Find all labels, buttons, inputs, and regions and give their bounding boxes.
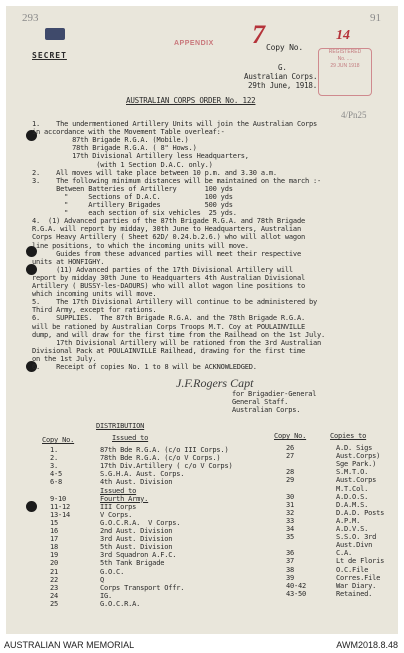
order-body-line: in accordance with the Movement Table overleaf:- bbox=[32, 128, 225, 137]
dist-left-copy-no: 6-8 bbox=[50, 478, 63, 487]
order-body-line: units at HONFIGHY. bbox=[32, 257, 105, 266]
dist-left-recipient: 5th Tank Brigade bbox=[100, 559, 165, 568]
dist-left-recipient: 17th Div.Artillery ( c/o V Corps) bbox=[100, 462, 233, 471]
order-body-line: Divisional Pack at POULAINVILLE Railhead, drawing for the first time bbox=[32, 346, 305, 355]
received-stamp: REGISTERED No. .... 29 JUN 1918 bbox=[318, 48, 372, 96]
dist-left-recipient: 3rd Aust. Division bbox=[100, 535, 173, 544]
document-page bbox=[6, 6, 398, 634]
dist-right-copy-no: 36 bbox=[286, 549, 295, 558]
dist-left-recipient: 2nd Aust. Division bbox=[100, 527, 173, 535]
dist-right-copy-no: 26 bbox=[286, 444, 295, 452]
order-date: 29th June, 1918. bbox=[248, 81, 318, 90]
signature-handwritten: J.F.Rogers Capt bbox=[176, 376, 254, 390]
dist-right-recipient: Retained. bbox=[336, 589, 373, 598]
margin-note: 4/Pn25 bbox=[341, 110, 367, 120]
dist-right-copy-no: 29 bbox=[286, 476, 295, 485]
dist-right-recipient: Sge Park.) bbox=[336, 460, 377, 469]
order-body-line: Corps Heavy Artillery ( Sheet 62D/ 0.24.b.2.6.) who will allot wagon bbox=[32, 233, 305, 242]
order-body-line: R.G.A. will report by midday, 30th June to Headquarters, Australian bbox=[32, 225, 301, 234]
dist-left-copy-no: 11-12 bbox=[50, 502, 71, 511]
dist-left-copy-no: 4-5 bbox=[50, 470, 63, 479]
dist-left-copy-no: 21 bbox=[50, 567, 59, 576]
order-body-line: 3. The following minimum distances will be maintained on the march :- bbox=[32, 176, 322, 185]
dist-right-copy-no: 38 bbox=[286, 565, 295, 574]
dist-right-recipient: Lt de Floris bbox=[336, 557, 385, 566]
order-body-line: report by midday 30th June to Headquarters 4th Australian Divisional bbox=[32, 273, 305, 282]
dist-right-recipient: A.D.O.S. bbox=[336, 492, 369, 501]
dist-left-recipient: G.O.C.R.A. V Corps. bbox=[100, 518, 181, 527]
dist-right-copy-no: 37 bbox=[286, 557, 295, 566]
dist-right-recipient: O.C.File bbox=[336, 565, 369, 574]
dist-right-copy-no: 34 bbox=[286, 525, 295, 533]
dist-right-recipient: War Diary. bbox=[336, 581, 377, 590]
dist-right-recipient: S.M.T.O. bbox=[336, 468, 369, 477]
dist-right-copy-no: 40-42 bbox=[286, 581, 307, 590]
order-body-line: " Artillery Brigades 500 yds bbox=[32, 201, 233, 209]
dist-left-recipient: 78th Bde R.G.A. (c/o V Corps.) bbox=[100, 454, 221, 463]
order-body-line: which incoming units will move. bbox=[32, 290, 157, 299]
order-body-line: Artillery ( BUSSY-les-DAOURS) who will allot wagon line positions to bbox=[32, 282, 305, 290]
dist-right-recipient: Aust.Corps bbox=[336, 476, 377, 485]
dist-left-recipient: V Corps. bbox=[100, 510, 133, 519]
dist-right-copy-no: 30 bbox=[286, 492, 295, 501]
redaction-mark bbox=[45, 28, 65, 40]
dist-left-recipient: Issued to bbox=[100, 486, 137, 495]
order-title: AUSTRALIAN CORPS ORDER No. 122 bbox=[126, 96, 256, 105]
dist-left-copy-no: 20 bbox=[50, 559, 59, 568]
signature-line-3: Australian Corps. bbox=[232, 406, 301, 414]
order-body-line: Between Batteries of Artillery 100 yds bbox=[32, 184, 233, 193]
dist-left-recipient: III Corps bbox=[100, 502, 137, 511]
dist-left-copy-no: 13-14 bbox=[50, 510, 71, 519]
copy-no-handwritten: 7 bbox=[252, 20, 265, 49]
dist-left-recipient: Q bbox=[100, 575, 105, 584]
order-body-line: 17th Divisional Artillery less Headquarters, bbox=[32, 152, 249, 161]
order-body-line: 2. All moves will take place between 10 p.m. and 3.30 a.m. bbox=[32, 168, 277, 177]
order-body-line: " Sections of D.A.C. 100 yds bbox=[32, 192, 233, 201]
office-label: G. bbox=[278, 63, 287, 72]
order-body-line: will be rationed by Australian Corps Troops M.T. Coy at POULAINVILLE bbox=[32, 322, 305, 331]
dist-left-copy-no: 3. bbox=[50, 462, 59, 471]
dist-right-copy-no: 39 bbox=[286, 573, 295, 582]
punch-hole bbox=[26, 501, 37, 512]
dist-right-recipient: A.P.M. bbox=[336, 516, 361, 525]
dist-right-recipient: D.A.D. Posts bbox=[336, 508, 385, 517]
order-body-line: 4. (1) Advanced parties of the 87th Brigade R.G.A. and 78th Brigade bbox=[32, 217, 305, 226]
order-body-line: (with 1 Section D.A.C. only.) bbox=[32, 160, 213, 169]
dist-left-copy-no: 23 bbox=[50, 583, 59, 592]
order-body-line: Third Army, except for rations. bbox=[32, 306, 157, 315]
order-body-line: 6. SUPPLIES. The 87th Brigade R.G.A. and the 78th Brigade R.G.A. bbox=[32, 314, 305, 323]
dist-right-recipient: A.D.V.S. bbox=[336, 525, 369, 533]
dist-left-copy-no: 1. bbox=[50, 446, 59, 454]
dist-left-copy-no: 15 bbox=[50, 518, 59, 527]
order-body-line: 1. The undermentioned Artillery Units will join the Australian Corps bbox=[32, 120, 318, 128]
dist-right-copy-no: 32 bbox=[286, 508, 295, 517]
pencil-folio-right: 91 bbox=[370, 12, 381, 24]
dist-right-copy-no: 27 bbox=[286, 452, 295, 461]
corps-label: Australian Corps. bbox=[244, 72, 318, 81]
signature-line-1: for Brigadier-General bbox=[232, 390, 317, 398]
dist-left-copy-no: 22 bbox=[50, 575, 59, 584]
dist-left-copy-no: 16 bbox=[50, 527, 59, 535]
dist-left-copy-no: 18 bbox=[50, 543, 59, 552]
dist-left-recipient: 87th Bde R.G.A. (c/o III Corps.) bbox=[100, 446, 229, 454]
order-body-line: dump, and will draw for the first time from the Railhead on the 1st July. bbox=[32, 330, 326, 339]
dist-left-recipient: G.O.C. bbox=[100, 567, 125, 576]
dist-left-copy-no: 2. bbox=[50, 454, 59, 463]
order-body-line: 5. The 17th Divisional Artillery will continue to be administered by bbox=[32, 298, 318, 307]
dist-left-recipient: S.G.H.A. Aust. Corps. bbox=[100, 470, 185, 479]
dist-right-recipient: M.T.Col. bbox=[336, 484, 369, 493]
dist-header-issued-to: Issued to bbox=[112, 434, 149, 442]
order-body-line: " each section of six vehicles 25 yds. bbox=[32, 209, 237, 218]
dist-header-copy-no-2: Copy No. bbox=[274, 432, 307, 440]
order-body-line: 17th Divisional Artillery will be rationed from the 3rd Australian bbox=[32, 338, 322, 347]
dist-right-recipient: C.A. bbox=[336, 549, 353, 558]
dist-left-copy-no: 24 bbox=[50, 591, 59, 600]
order-body-line: on the 1st July. bbox=[32, 354, 97, 363]
footer-accession: AWM2018.8.48 bbox=[336, 640, 398, 650]
dist-right-copy-no: 31 bbox=[286, 500, 295, 509]
footer-institution: AUSTRALIAN WAR MEMORIAL bbox=[4, 640, 135, 650]
dist-right-recipient: Aust.Divn bbox=[336, 541, 373, 550]
dist-left-copy-no: 9-10 bbox=[50, 494, 67, 503]
archive-footer bbox=[0, 636, 404, 653]
dist-right-copy-no: 43-50 bbox=[286, 589, 307, 598]
dist-left-recipient: Fourth Army. bbox=[100, 494, 149, 503]
dist-right-recipient: D.A.M.S. bbox=[336, 500, 369, 509]
dist-left-copy-no: 25 bbox=[50, 599, 59, 608]
dist-right-recipient: Aust.Corps) bbox=[336, 452, 381, 461]
secret-label: SECRET bbox=[32, 51, 67, 60]
distribution-title: DISTRIBUTION bbox=[96, 422, 145, 430]
dist-left-recipient: 3rd Squadron A.F.C. bbox=[100, 551, 177, 560]
dist-right-recipient: Corres.File bbox=[336, 573, 381, 582]
dist-left-copy-no: 17 bbox=[50, 535, 59, 544]
dist-header-copies-to: Copies to bbox=[330, 432, 367, 440]
dist-header-copy-no: Copy No. bbox=[42, 436, 75, 444]
dist-right-copy-no: 33 bbox=[286, 516, 295, 525]
dist-left-recipient: 4th Aust. Division bbox=[100, 478, 173, 487]
order-body-line: 6. Receipt of copies No. 1 to 8 will be ACKNOWLEDGED. bbox=[32, 363, 257, 371]
order-body-line: 87th Brigade R.G.A. (Mobile.) bbox=[32, 136, 189, 145]
order-body-line: line positions, to which the incoming units will move. bbox=[32, 241, 249, 250]
dist-right-recipient: A.D. Sigs bbox=[336, 444, 373, 452]
appendix-stamp: APPENDIX bbox=[174, 40, 214, 47]
dist-left-recipient: 5th Aust. Division bbox=[100, 543, 173, 552]
pencil-folio-left: 293 bbox=[22, 12, 39, 24]
dist-right-copy-no: 28 bbox=[286, 468, 295, 477]
signature-line-2: General Staff. bbox=[232, 398, 289, 406]
order-body-line: (11) Advanced parties of the 17th Divisional Artillery will bbox=[32, 265, 293, 274]
dist-left-recipient: G.O.C.R.A. bbox=[100, 599, 141, 608]
order-body-line: 78th Brigade R.G.A. ( 8" Hows.) bbox=[32, 144, 197, 153]
dist-left-recipient: IG. bbox=[100, 591, 113, 600]
dist-right-copy-no: 35 bbox=[286, 533, 295, 542]
copy-no-label: Copy No. bbox=[266, 43, 303, 52]
dist-left-copy-no: 19 bbox=[50, 551, 59, 560]
dist-left-recipient: Corps Transport Offr. bbox=[100, 583, 185, 592]
order-body-line: Guides from these advanced parties will meet their respective bbox=[32, 249, 301, 258]
dist-right-recipient: S.S.O. 3rd bbox=[336, 533, 377, 542]
copy-no-value: 14 bbox=[336, 28, 350, 43]
